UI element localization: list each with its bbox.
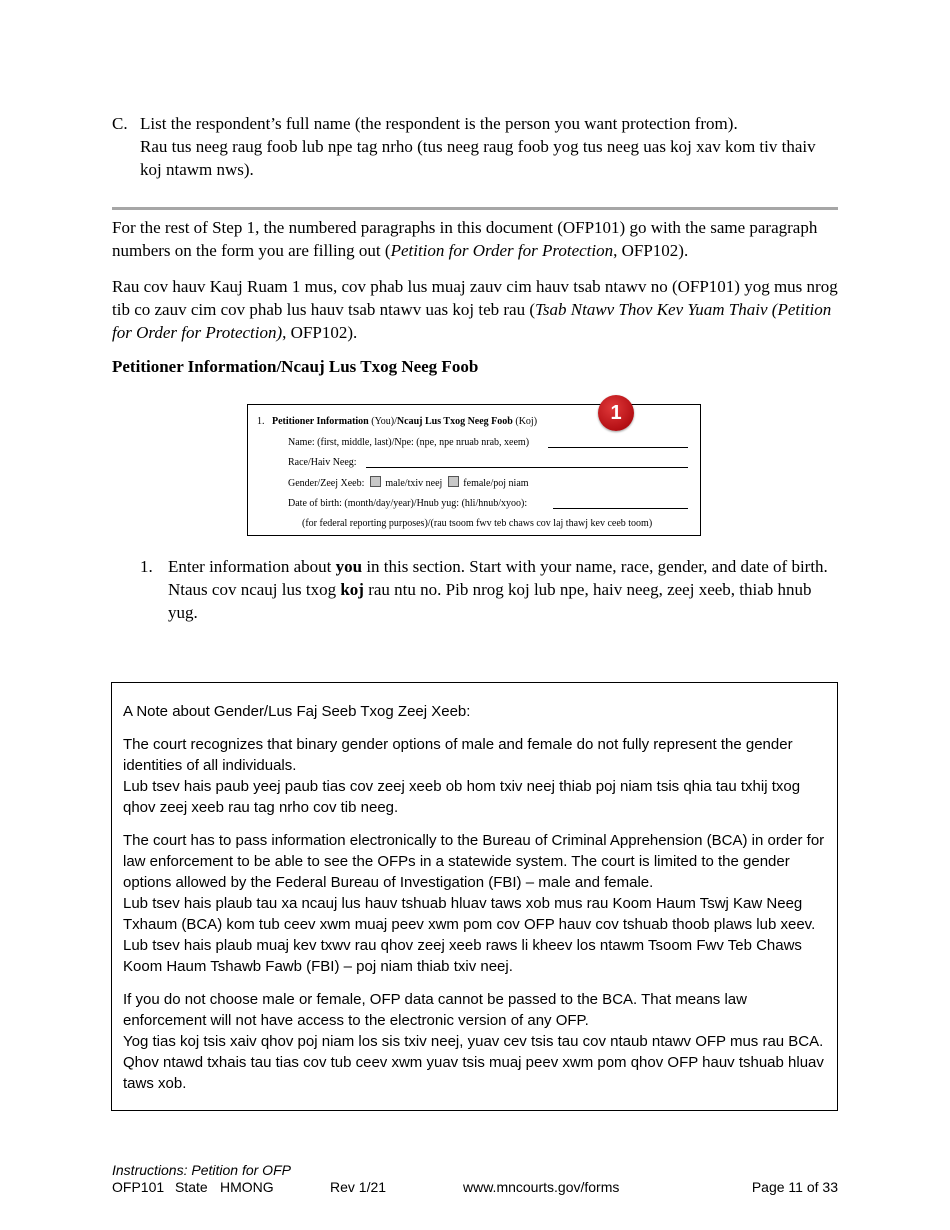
dob-field-label: Date of birth: (month/day/year)/Hnub yug: (hli/hnub/xyoo):: [288, 498, 528, 509]
male-checkbox-label: male/txiv neej: [385, 478, 443, 489]
race-field-label: Race/Haiv Neeg:: [288, 457, 357, 468]
form-excerpt-title: [257, 415, 537, 428]
note-text-hmong: Lub tsev hais plaub tau xa ncauj lus hauv tshuab hluav taws xob mus rau Koom Haum Tswj Kaw Neeg Txhaum (BCA) kom tub ceev xwm muaj peev xwm pom cov OFP hauv cov tshuab thoob plaws lub xeev. Lub tsev hais plaub muaj kev txwv rau qhov zeej xeeb raws li kheev los ntawm Tsoom Fwv Teb Chaws Koom Haum Tshawb Fawb (FBI) – poj niam thiab txiv neej.: [123, 895, 816, 975]
note-text-hmong: Yog tias koj tsis xaiv qhov poj niam los sis txiv neej, yuav cev tsis tau cov ntaub ntawv OFP mus rau BCA. Qhov ntawd txhais tau tias cov tub ceev xwm yuav tsis muaj peev xwm pom qhov OFP hauv tshuab hluav taws xob.: [123, 1033, 824, 1092]
footer-language: HMONG: [220, 1179, 274, 1195]
gender-field: [288, 476, 529, 490]
item-number: 1.: [140, 557, 153, 576]
intro-paragraph-english: [112, 216, 838, 262]
respondent-name-item: [112, 112, 832, 181]
footer-jurisdiction: State: [175, 1179, 208, 1195]
form-excerpt-image: [247, 404, 701, 536]
text-run: Enter information about: [168, 557, 336, 576]
female-checkbox: [448, 476, 459, 487]
reporting-note: (for federal reporting purposes)/(rau tsoom fwv teb chaws cov laj thawj kev ceeb toom): [302, 518, 653, 529]
note-paragraph: [123, 734, 827, 818]
dob-field-line: [553, 508, 688, 509]
male-checkbox: [370, 476, 381, 487]
item-letter: C.: [112, 114, 128, 133]
footer-meta-line: [112, 1179, 838, 1196]
name-field-line: [548, 447, 688, 448]
item-text-english: [168, 555, 830, 578]
intro-paragraph-hmong: [112, 275, 838, 344]
section-divider: [112, 207, 838, 210]
note-text-english: If you do not choose male or female, OFP data cannot be passed to the BCA. That means law enforcement will not have access to the electronic version of any OFP.: [123, 991, 747, 1029]
text-run: For the rest of Step 1, the numbered paragraphs in this document (OFP101) go with the same paragraph numbers on the form you are filling out (: [112, 218, 818, 260]
text-run: Rau cov hauv Kauj Ruam 1 mus, cov phab lus muaj zauv cim hauv tsab ntawv no (OFP101) yog mus nrog tib co zauv cim cov phab lus hauv tsab ntawv uas koj teb rau (: [112, 277, 838, 319]
page-footer: [112, 1162, 838, 1196]
text-run: (Koj): [512, 416, 538, 427]
note-paragraph: [123, 989, 827, 1094]
footer-revision: Rev 1/21: [330, 1179, 387, 1195]
gender-note-box: [111, 682, 838, 1111]
note-text-english: The court has to pass information electronically to the Bureau of Criminal Apprehension (BCA) in order for law enforcement to be able to see the OFPs in a statewide system. The court is limited to the gender options allowed by the Federal Bureau of Investigation (FBI) – male and female.: [123, 832, 825, 891]
text-run: Ntaus cov ncauj lus txog: [168, 580, 341, 599]
petitioner-info-item: [140, 555, 830, 624]
note-paragraph: [123, 830, 827, 977]
item-text-hmong: [168, 578, 830, 624]
form-title-bold-hmong: Ncauj Lus Txog Neeg Foob: [396, 416, 513, 427]
form-item-number: 1.: [257, 416, 265, 427]
form-title-bold-english: Petitioner Information: [272, 416, 369, 427]
emphasis-bold: you: [335, 557, 363, 576]
name-field-label: Name: (first, middle, last)/Npe: (npe, npe nruab nrab, xeem): [288, 437, 530, 448]
note-text-english: The court recognizes that binary gender options of male and female do not fully represent the gender identities of all individuals.: [123, 736, 793, 774]
race-field-line: [366, 467, 688, 468]
footer-url: www.mncourts.gov/forms: [463, 1179, 620, 1195]
female-checkbox-label: female/poj niam: [463, 478, 529, 489]
form-title-italic: Tsab Ntawv Thov Kev Yuam Thaiv (Petition for Order for Protection): [112, 300, 832, 342]
footer-document-title: Instructions: Petition for OFP: [112, 1162, 291, 1178]
step-number-badge: 1: [598, 395, 634, 431]
item-text-hmong: Rau tus neeg raug foob lub npe tag nrho (tus neeg raug foob yog tus neeg uas koj xav kom tiv thaiv koj ntawm nws).: [140, 137, 816, 179]
text-run: in this section. Start with your name, race, gender, and date of birth.: [362, 557, 828, 576]
footer-page-number: Page 11 of 33: [751, 1179, 838, 1195]
note-heading: A Note about Gender/Lus Faj Seeb Txog Zeej Xeeb:: [123, 703, 471, 720]
gender-field-label: Gender/Zeej Xeeb:: [288, 478, 365, 489]
text-run: , OFP102).: [613, 241, 689, 260]
emphasis-bold: koj: [340, 580, 364, 599]
text-run: (You)/: [368, 416, 397, 427]
section-heading: Petitioner Information/Ncauj Lus Txog Neeg Foob: [112, 357, 479, 376]
item-text-english: List the respondent’s full name (the respondent is the person you want protection from).: [140, 114, 738, 133]
text-run: , OFP102).: [282, 323, 358, 342]
note-text-hmong: Lub tsev hais paub yeej paub tias cov zeej xeeb ob hom txiv neej thiab poj niam tsis qhia tau txhij txog qhov zeej xeeb rau tag nrho cov tib neeg.: [123, 778, 801, 816]
form-title-italic: Petition for Order for Protection: [390, 241, 614, 260]
text-run: rau ntu no. Pib nrog koj lub npe, haiv neeg, zeej xeeb, thiab hnub yug.: [168, 580, 812, 622]
footer-form-code: OFP101: [112, 1179, 165, 1195]
